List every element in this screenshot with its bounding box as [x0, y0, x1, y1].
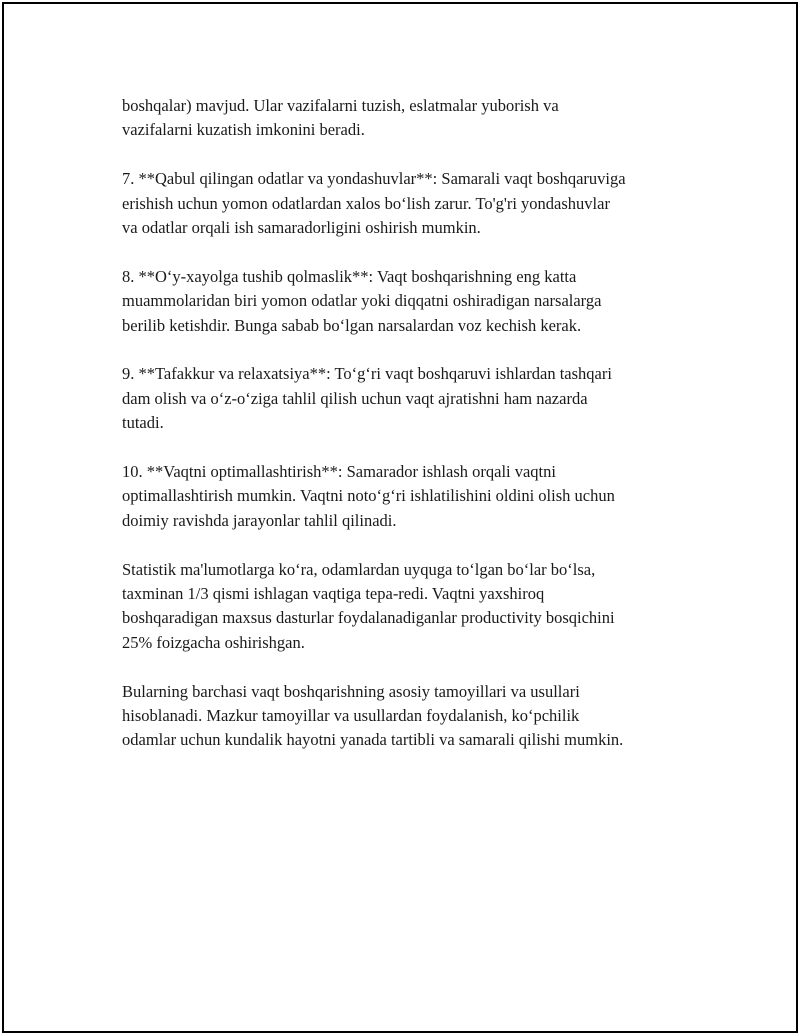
paragraph-intro-continuation: boshqalar) mavjud. Ular vazifalarni tuzish, eslatmalar yuborish va vazifalarni kuzatish imkonini beradi.: [122, 96, 559, 140]
paragraph-statistics: Statistik ma'lumotlarga ko‘ra, odamlardan uyquga to‘lgan bo‘lar bo‘lsa, taxminan 1/3 qismi ishlagan vaqtiga tepa-redi. Vaqtni yaxshiroq boshqaradigan maxsus dasturlar foydalanadiganlar productivity bosqichini 25% foizgacha oshirishgan.: [122, 559, 615, 652]
document-body: [122, 94, 692, 777]
document-page: [2, 2, 798, 1033]
paragraph-item-9: 9. **Tafakkur va relaxatsiya**: To‘g‘ri vaqt boshqaruvi ishlardan tashqari dam olish va o‘z-o‘ziga tahlil qilish uchun vaqt ajratishni ham nazarda tutadi.: [122, 364, 612, 433]
paragraph-conclusion: Bularning barchasi vaqt boshqarishning asosiy tamoyillari va usullari hisoblanadi. Mazkur tamoyillar va usullardan foydalanish, ko‘pchilik odamlar uchun kundalik hayotni yanada tartibli va samarali qilishi mumkin.: [122, 681, 624, 750]
paragraph-item-7: 7. **Qabul qilingan odatlar va yondashuvlar**: Samarali vaqt boshqaruviga erishish uchun yomon odatlardan xalos bo‘lish zarur. To'g'ri yondashuvlar va odatlar orqali ish samaradorligini oshirish mumkin.: [122, 169, 626, 238]
paragraph-item-10: 10. **Vaqtni optimallashtirish**: Samarador ishlash orqali vaqtni optimallashtirish mumkin. Vaqtni noto‘g‘ri ishlatilishini oldini olish uchun doimiy ravishda jarayonlar tahlil qilinadi.: [122, 462, 615, 530]
paragraph-item-8: 8. **O‘y-xayolga tushib qolmaslik**: Vaqt boshqarishning eng katta muammolaridan biri yomon odatlar yoki diqqatni oshiradigan narsalarga berilib ketishdir. Bunga sabab bo‘lgan narsalardan voz kechish kerak.: [122, 266, 602, 335]
